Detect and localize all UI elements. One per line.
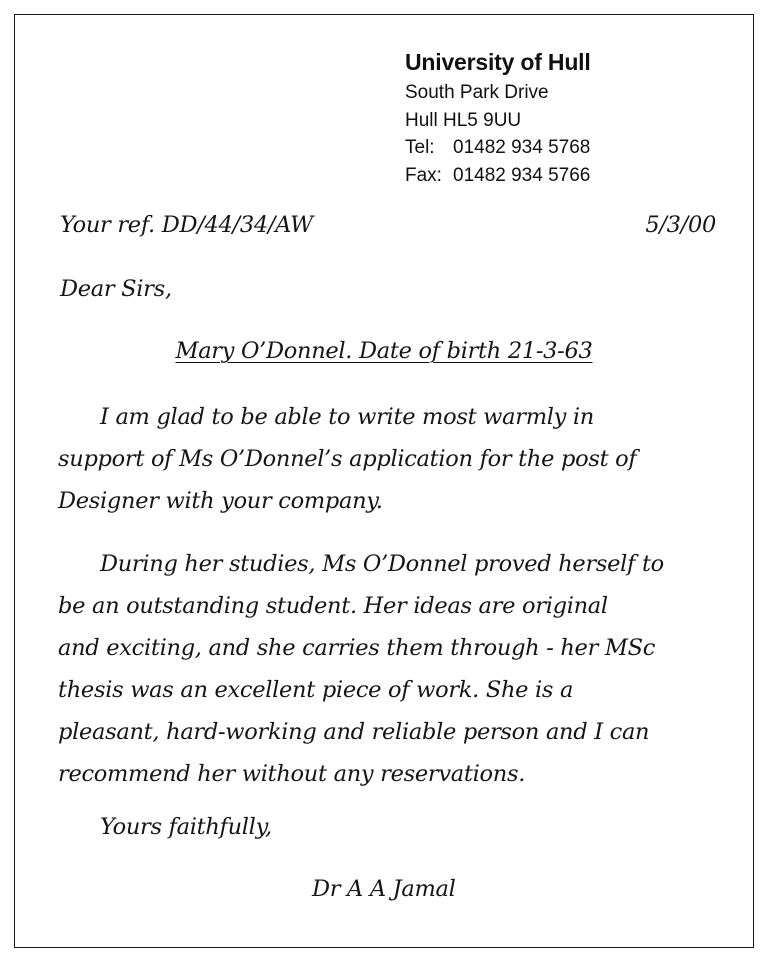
paragraph-2-line: recommend her without any reservations. [58, 761, 526, 787]
signature: Dr A A Jamal [312, 876, 456, 902]
telephone-line [405, 134, 591, 162]
paragraph-1-line: Designer with your company. [58, 488, 383, 514]
paragraph-2-line: During her studies, Ms O’Donnel proved herself to [100, 551, 664, 577]
reference-number: Your ref. DD/44/34/AW [60, 212, 313, 238]
institution-name: University of Hull [405, 49, 591, 75]
paragraph-2 [58, 543, 718, 795]
paragraph-2-line: thesis was an excellent piece of work. She is a [58, 677, 574, 703]
fax-label: Fax: [405, 164, 442, 186]
fax-line [405, 162, 591, 190]
subject-line [0, 338, 768, 364]
paragraph-2-line: be an outstanding student. Her ideas are original [58, 593, 608, 619]
paragraph-1-line: support of Ms O’Donnel’s application for the post of [58, 446, 637, 472]
letterhead [405, 45, 591, 189]
salutation: Dear Sirs, [60, 276, 172, 302]
telephone-label: Tel: [405, 137, 435, 158]
paragraph-1-line: I am glad to be able to write most warmly in [100, 404, 594, 430]
closing: Yours faithfully, [100, 814, 272, 840]
paragraph-2-line: and exciting, and she carries them through - her MSc [58, 635, 656, 661]
paragraph-1 [58, 396, 718, 522]
telephone-number: 01482 934 5768 [453, 137, 591, 158]
address-line-2: Hull HL5 9UU [405, 109, 522, 131]
fax-number: 01482 934 5766 [453, 164, 591, 186]
letter-date: 5/3/00 [645, 212, 716, 238]
subject-text: Mary O’Donnel. Date of birth 21-3-63 [175, 338, 593, 364]
paragraph-2-line: pleasant, hard-working and reliable person and I can [58, 719, 650, 745]
address-line-1: South Park Drive [405, 82, 549, 103]
